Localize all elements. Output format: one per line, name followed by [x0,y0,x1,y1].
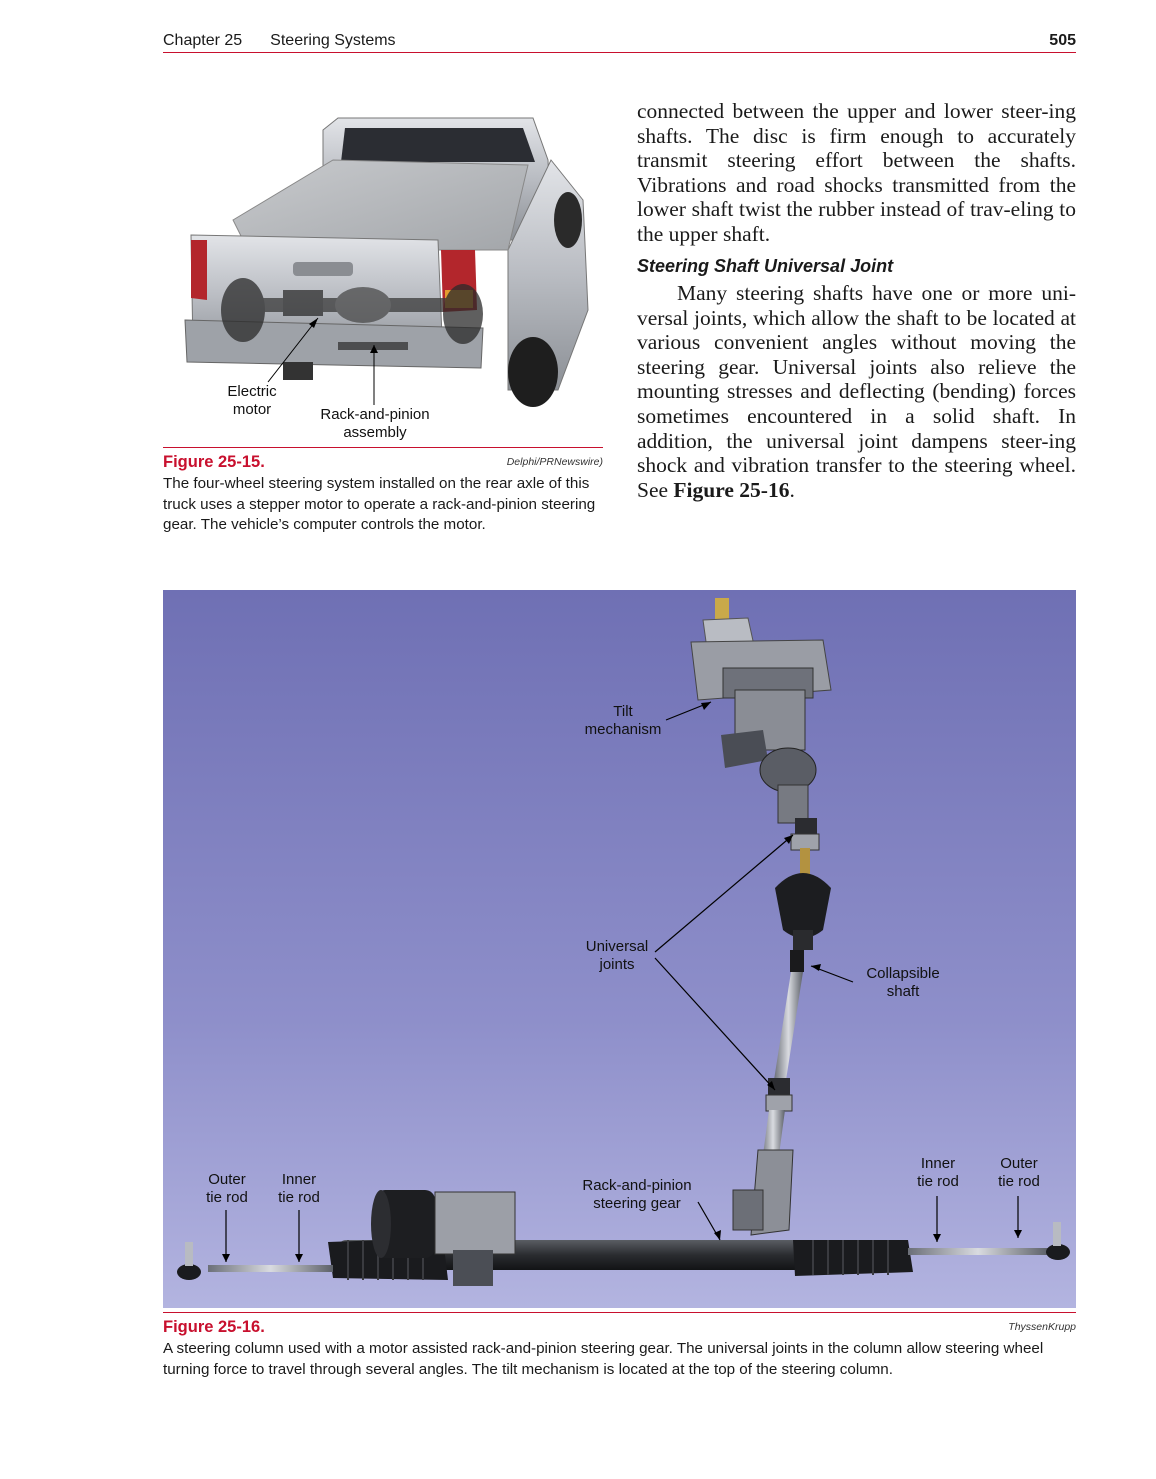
header-rule [163,52,1076,53]
figure-25-16-credit: ThyssenKrupp [1008,1321,1076,1333]
callout-outer-tie-rod-left: Outer tie rod [206,1171,248,1206]
figure-25-16-label: Figure 25-16. [163,1318,265,1336]
figure-25-15-credit: Delphi/PRNewswire) [506,456,603,468]
paragraph-continued: connected between the upper and lower steer-ing shafts. The disc is firm enough to accurately transmit steering effort between the shafts. Vibrations and road shocks transmitted from the lower shaft twist the rubber instead of trav-eling to the upper shaft. [637,99,1076,246]
callout-inner-tie-rod-left: Inner tie rod [278,1171,320,1206]
paragraph-universal-joint: Many steering shafts have one or more uni-versal joints, which allow the shaft to be located at various convenient angles without moving the steering gear. Universal joints also relieve the mounting stresses and deflecting (bending) forces sometimes encountered in a solid shaft. In addition, the universal joint dampens steer-ing shock and vibration transfer to the steering wheel. See Figure 25-16. [637,281,1076,502]
callout-outer-tie-rod-right: Outer tie rod [998,1155,1040,1190]
figure-25-16-rule [163,1312,1076,1313]
running-header [163,32,396,50]
callout-electric-motor: Electric motor [227,383,277,418]
figure-reference-link[interactable]: Figure 25-16 [673,477,790,502]
callout-universal-joints: Universal joints [585,938,649,973]
page-number: 505 [1049,32,1076,49]
callout-tilt-mechanism: Tilt mechanism [584,703,662,738]
chapter-title: Steering Systems [270,32,396,49]
callout-rack-and-pinion-steering-gear: Rack-and-pinion steering gear [582,1177,692,1212]
callout-rack-and-pinion-assembly: Rack-and-pinion assembly [320,406,430,441]
chapter-number: Chapter 25 [163,32,243,49]
subheading-universal-joint: Steering Shaft Universal Joint [637,256,894,276]
callout-inner-tie-rod-right: Inner tie rod [917,1155,959,1190]
callout-collapsible-shaft: Collapsible shaft [866,965,940,1000]
figure-25-16-caption: A steering column used with a motor assisted rack-and-pinion steering gear. The universal joints in the column allow steering wheel turning force to travel through several angles. The tilt mechanism is located at the top of the steering column. [163,1340,1044,1378]
figure-25-15-label: Figure 25-15. [163,453,265,471]
figure-25-15-rule [163,447,603,448]
figure-25-15-caption: The four-wheel steering system installed on the rear axle of this truck uses a stepper motor to operate a rack-and-pinion steering gear. The vehicle’s computer controls the motor. [163,475,596,534]
